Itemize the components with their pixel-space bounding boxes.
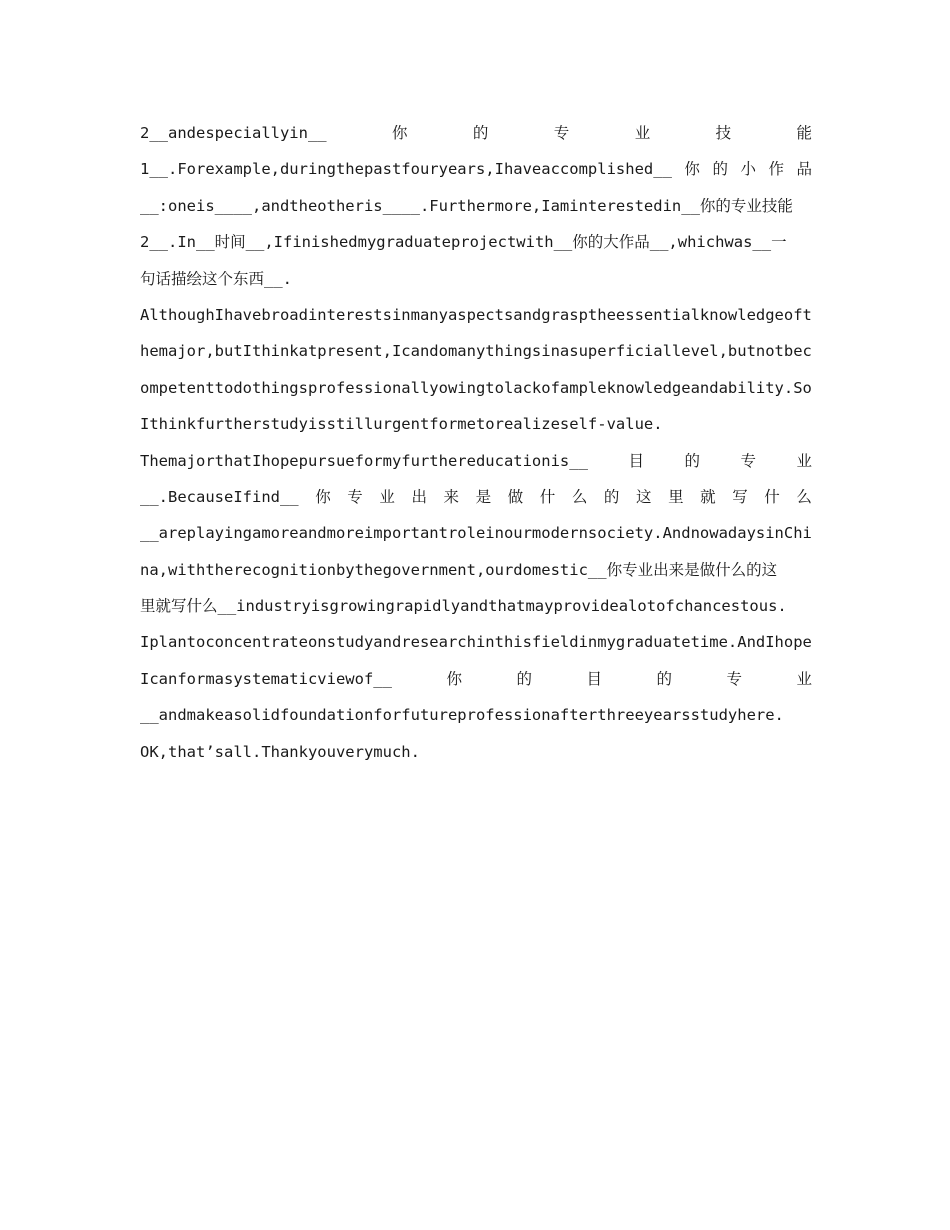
text-fragment: 1__.Forexample,duringthepastfouryears,Ihaveaccomplished__	[140, 160, 672, 179]
text-fragment: 业	[634, 124, 651, 142]
text-fragment: 写	[732, 487, 748, 506]
text-line	[140, 115, 812, 151]
text-line: __andmakeasolidfoundationforfutureprofessionafterthreeyearsstudyhere.	[140, 706, 784, 725]
text-fragment: ThemajorthatIhopepursueformyfurthereducationis__	[140, 451, 588, 470]
text-fragment: 什	[764, 487, 780, 506]
text-line: __:oneis____,andtheotheris____.Furthermore,Iaminterestedin__你的专业技能	[140, 196, 793, 215]
text-fragment: 品	[796, 160, 812, 179]
text-fragment: 业	[796, 451, 812, 470]
text-fragment: 专	[740, 451, 756, 470]
text-fragment: 是	[475, 487, 492, 506]
text-line	[140, 661, 812, 697]
text-line: na,withtherecognitionbythegovernment,ourdomestic__你专业出来是做什么的这	[140, 560, 778, 579]
text-fragment: 你	[446, 669, 462, 688]
text-fragment: 你	[392, 124, 408, 142]
text-line	[140, 443, 812, 479]
text-fragment: 目	[628, 451, 644, 470]
text-fragment: 专	[726, 669, 742, 688]
text-fragment: 的	[603, 487, 620, 506]
text-fragment: 这	[635, 487, 652, 506]
text-fragment: 目	[586, 669, 602, 688]
text-fragment: 做	[507, 487, 524, 506]
text-fragment: 能	[796, 124, 812, 142]
text-fragment: __.BecauseIfind__	[140, 487, 299, 506]
text-line: Ithinkfurtherstudyisstillurgentformetorealizeself-value.	[140, 415, 663, 434]
text-fragment: 你	[684, 160, 700, 179]
text-fragment: 出	[411, 487, 427, 506]
text-fragment: 里	[668, 487, 684, 506]
text-line: OK,that’sall.Thankyouverymuch.	[140, 742, 420, 761]
text-fragment: 的	[656, 669, 672, 688]
text-fragment: Icanformasystematicviewof__	[140, 669, 392, 688]
text-fragment: 小	[740, 160, 756, 179]
text-fragment: 你	[315, 487, 331, 506]
text-line	[140, 479, 812, 515]
text-line: 句话描绘这个东西__.	[140, 269, 292, 288]
text-fragment: 业	[796, 669, 812, 688]
text-fragment: 的	[472, 124, 489, 142]
text-fragment: 什	[539, 487, 556, 506]
text-line: 里就写什么__industryisgrowingrapidlyandthatmayprovidealotofchancestous.	[140, 597, 787, 616]
text-fragment: 的	[684, 451, 700, 470]
text-fragment: 专	[553, 124, 570, 142]
text-line: __areplayingamoreandmoreimportantroleinourmodernsociety.AndnowadaysinChi	[140, 524, 812, 543]
text-fragment: 来	[443, 487, 460, 506]
text-line: AlthoughIhavebroadinterestsinmanyaspectsandgrasptheessentialknowledgeoft	[140, 305, 812, 324]
text-fragment: 么	[571, 487, 588, 506]
text-fragment: 业	[379, 487, 395, 506]
text-fragment: 技	[715, 124, 732, 142]
text-line: ompetenttodothingsprofessionallyowingtolackofampleknowledgeandability.So	[140, 378, 812, 397]
text-fragment: 的	[516, 669, 532, 688]
text-line	[140, 151, 812, 187]
text-fragment: 2__andespeciallyin__	[140, 124, 327, 142]
text-fragment: 专	[347, 487, 363, 506]
text-fragment: 么	[796, 487, 812, 506]
text-fragment: 的	[712, 160, 728, 179]
text-line: hemajor,butIthinkatpresent,Icandomanythingsinasuperficiallevel,butnotbec	[140, 342, 812, 361]
document-body	[140, 115, 812, 770]
text-line: Iplantoconcentrateonstudyandresearchinthisfieldinmygraduatetime.AndIhope	[140, 633, 812, 652]
text-fragment: 作	[768, 160, 784, 179]
text-line: 2__.In__时间__,Ifinishedmygraduateprojectwith__你的大作品__,whichwas__一	[140, 233, 787, 252]
text-fragment: 就	[700, 487, 716, 506]
